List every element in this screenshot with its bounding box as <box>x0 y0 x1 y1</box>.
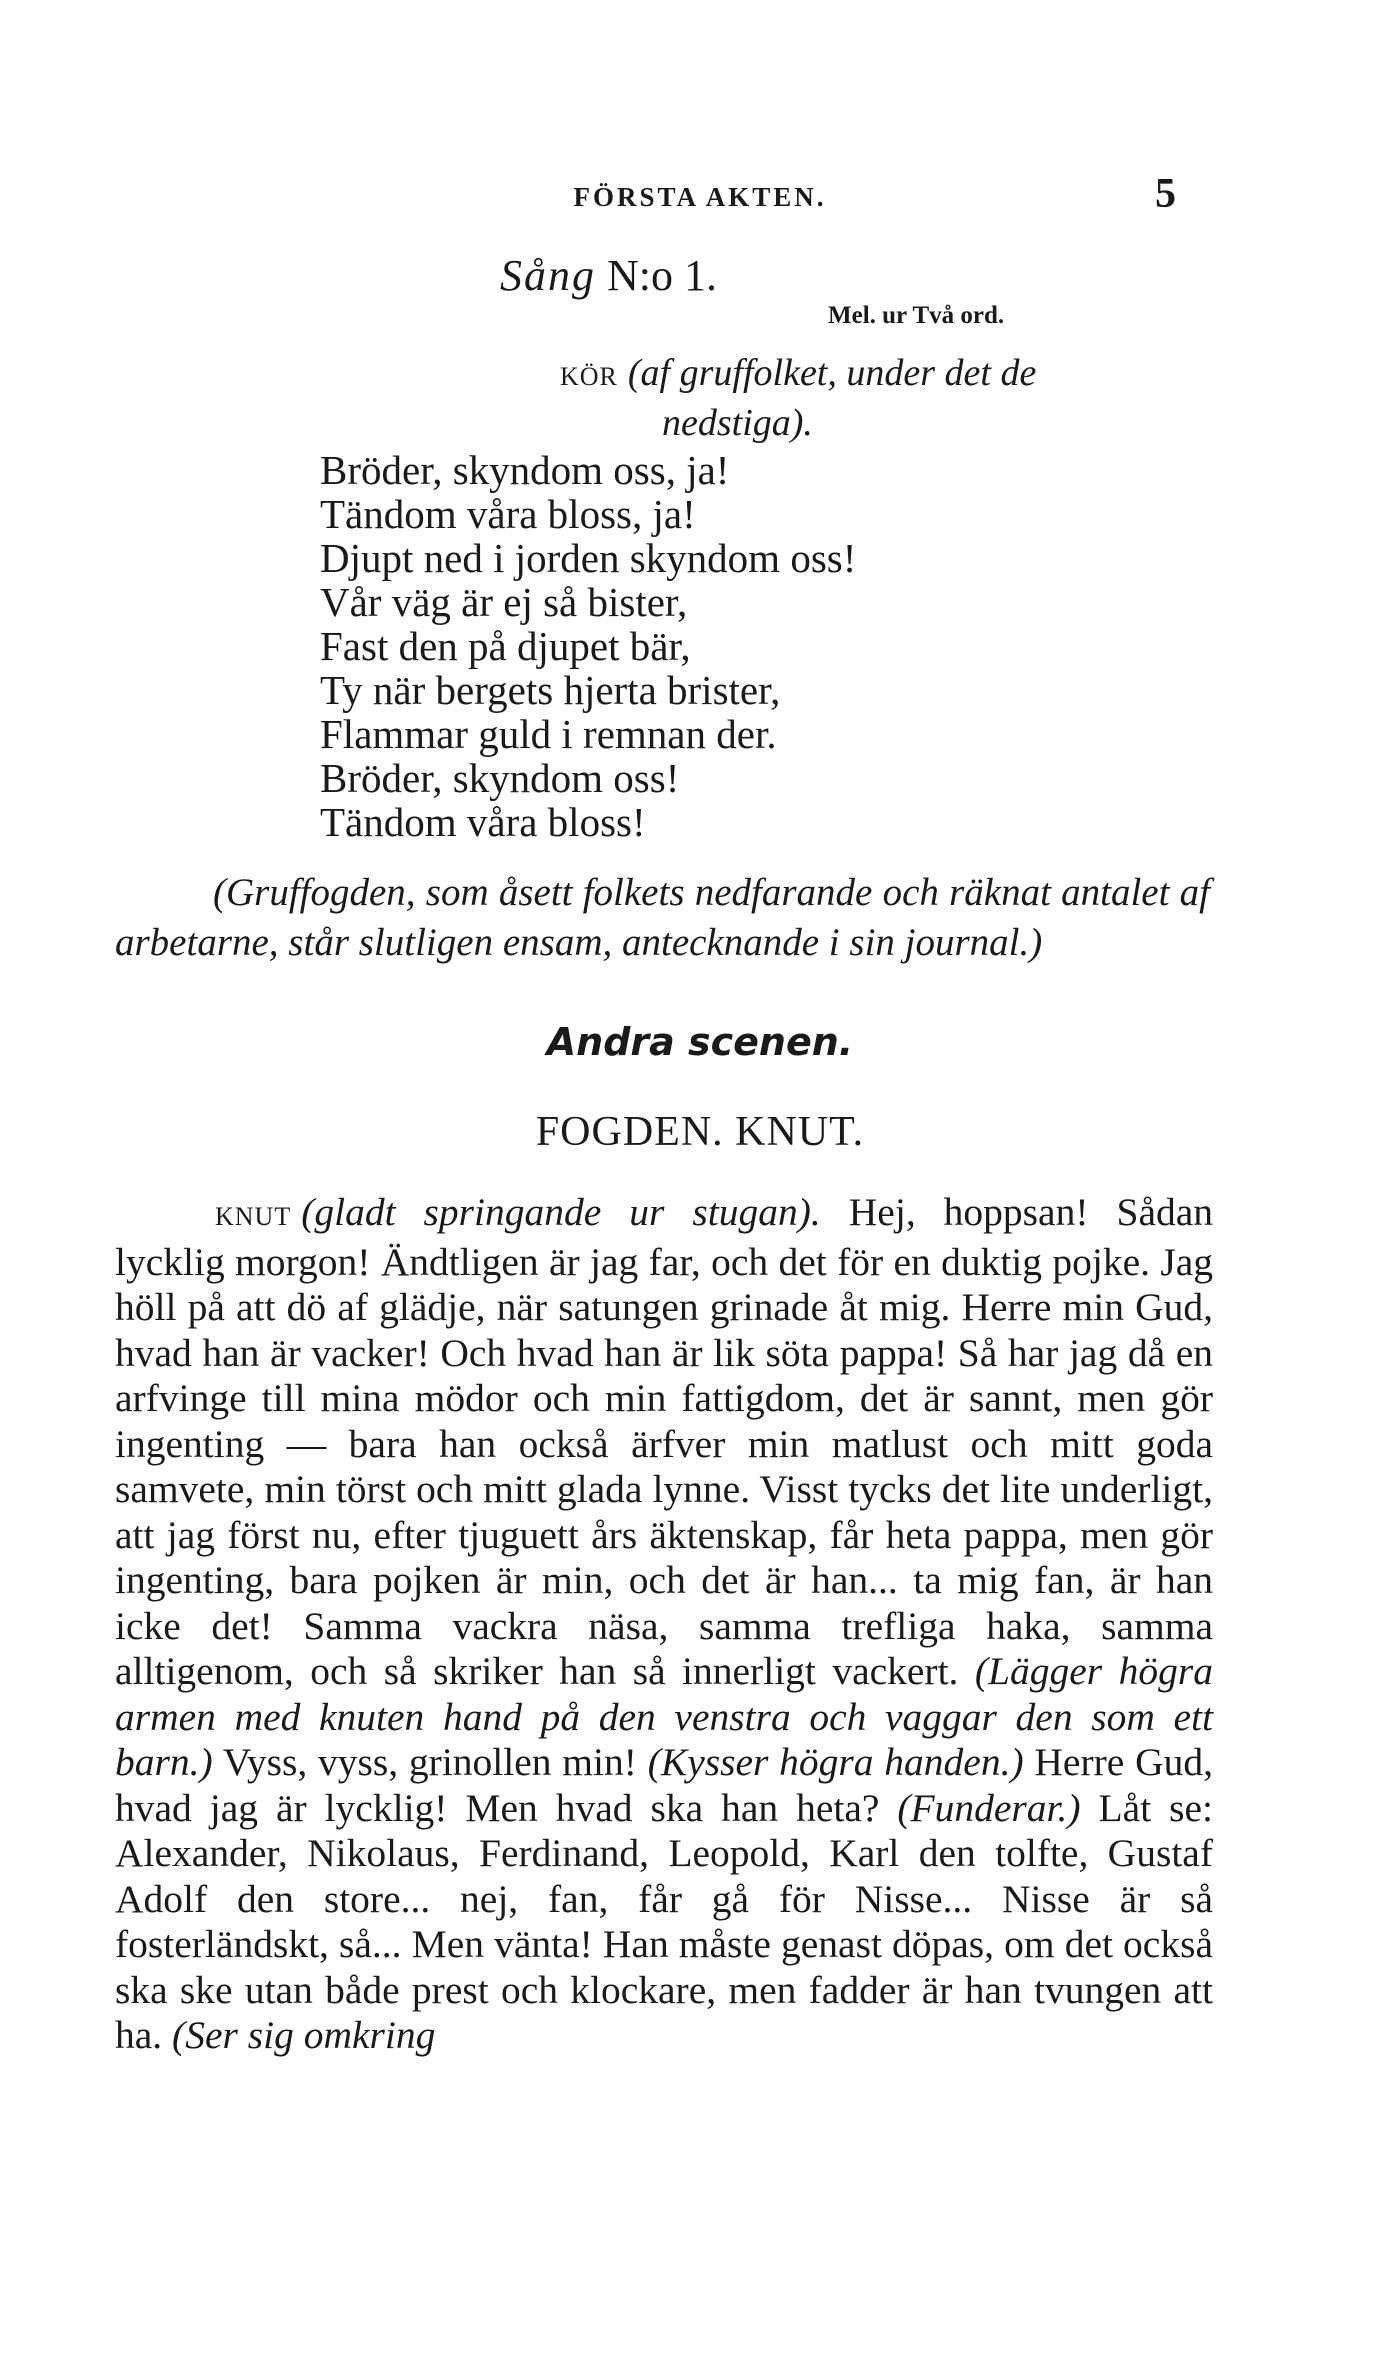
verse-line: Tändom våra bloss! <box>320 799 646 845</box>
verse-line: Vår väg är ej så bister, <box>320 579 688 625</box>
chorus-direction-line-2: nedstiga). <box>662 402 813 444</box>
speaker-name: KNUT <box>215 1202 292 1231</box>
verse-line: Flammar guld i remnan der. <box>320 711 777 757</box>
stage-direction: (Gruffogden, som åsett folkets nedfarande och räknat antalet af arbetarne, står slutligen ensam, antecknande i sin journal.) <box>115 871 1210 964</box>
song-verse <box>320 448 856 844</box>
melody-note: Mel. ur Två ord. <box>828 302 1005 329</box>
stage-direction-inline: (Ser sig omkring <box>172 2013 436 2057</box>
dialogue-text: Låt se: Alexander, Nikolaus, Ferdinand, Leopold, Karl den tolfte, Gustaf Adolf den store... nej, fan, får gå för Nisse... Nisse är så fosterländskt, så... Men vänta! Han måste genast döpas, om det också ska ske utan både prest och klockare, men fadder är han tvungen att ha. <box>115 1785 1213 2057</box>
song-title-word: Sång <box>500 251 596 300</box>
scene-title: Andra scenen. <box>546 1020 854 1064</box>
verse-line: Bröder, skyndom oss, ja! <box>320 447 730 493</box>
stage-direction-inline: (Lägger högra armen med knuten hand på den venstra och vaggar den som ett barn.) <box>115 1649 1213 1784</box>
dialogue-text: Hej, hoppsan! Sådan lycklig morgon! Ändtligen är jag far, och det för en duktig pojke. Jag höll på att dö af glädje, när satungen grinade åt mig. Herre min Gud, hvad han är vacker! Och hvad han är lik söta pappa! Så har jag då en arfvinge till mina mödor och min fattigdom, det är sannt, men gör ingenting — bara han också ärfver min matlust och mitt goda samvete, min törst och mitt glada lynne. Visst tycks det lite underligt, att jag först nu, efter tjuguett års äktenskap, får heta pappa, men gör ingenting, bara pojken är min, och det är han... ta mig fan, är han icke det! Samma vackra näsa, samma trefliga haka, samma alltigenom, och så skriker han så innerligt vackert. <box>115 1190 1214 1693</box>
stage-direction-inline: (Kysser högra handen.) <box>647 1740 1024 1784</box>
chorus-heading <box>560 350 1220 446</box>
running-title: FÖRSTA AKTEN. <box>573 182 827 212</box>
stage-direction-inline: (Funderar.) <box>897 1785 1081 1830</box>
song-number: N:o 1. <box>607 251 717 300</box>
scene-characters: FOGDEN. KNUT. <box>535 1109 865 1155</box>
chorus-label: KÖR <box>560 362 618 391</box>
verse-line: Tändom våra bloss, ja! <box>320 491 696 537</box>
verse-line: Djupt ned i jorden skyndom oss! <box>320 535 857 581</box>
page-number: 5 <box>1155 171 1176 217</box>
stage-direction-inline: (gladt springande ur stugan). <box>301 1190 821 1234</box>
running-head <box>0 171 1400 222</box>
chorus-direction-line-1: (af gruffolket, under det de <box>627 352 1037 394</box>
verse-line: Ty när bergets hjerta brister, <box>320 667 781 713</box>
song-title <box>500 250 717 301</box>
dialogue-text: Herre Gud, hvad jag är lycklig! Men hvad ska han heta? <box>115 1740 1213 1830</box>
verse-line: Fast den på djupet bär, <box>320 623 691 669</box>
dialogue-paragraph <box>115 1190 1213 2059</box>
dialogue-text: Vyss, vyss, grinollen min! <box>222 1740 637 1784</box>
verse-line: Bröder, skyndom oss! <box>320 755 680 801</box>
